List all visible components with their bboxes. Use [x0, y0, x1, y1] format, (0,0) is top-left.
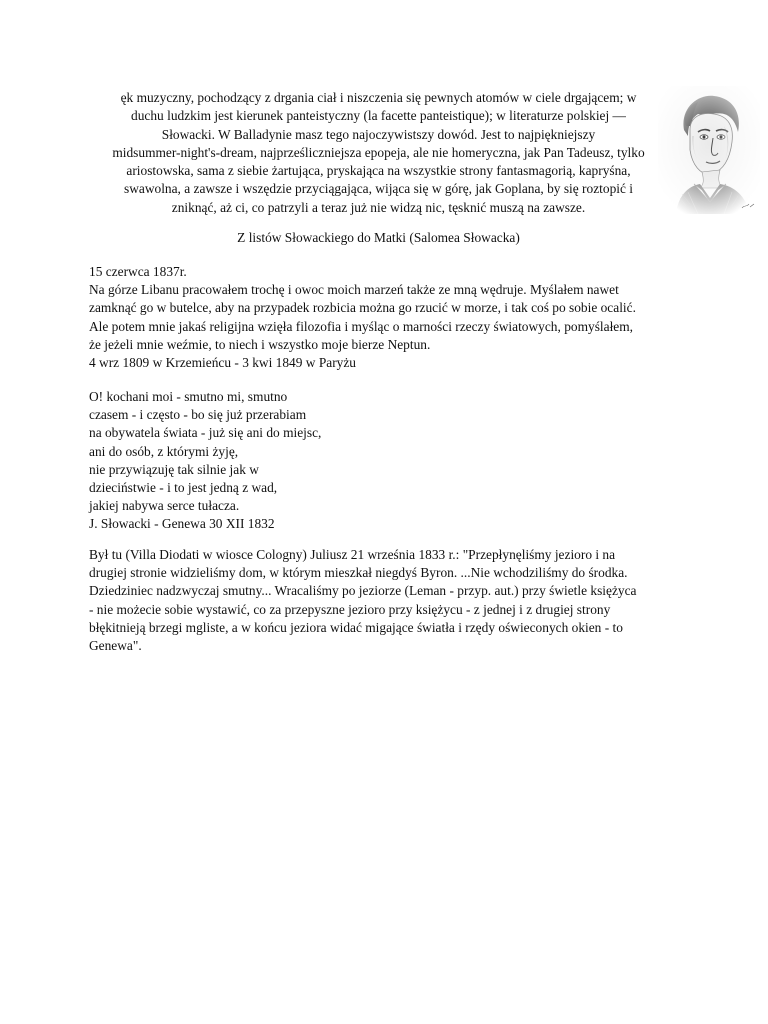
- letter-line: Na górze Libanu pracowałem trochę i owoc moich marzeń także ze mną wędruje. Myślałem nawet: [89, 282, 619, 298]
- poem-line: nie przywiązuję tak silnie jak w: [89, 461, 259, 477]
- portrait-image: [658, 86, 760, 214]
- life-dates: 4 wrz 1809 w Krzemieńcu - 3 kwi 1849 w Paryżu: [89, 355, 357, 371]
- intro-line: midsummer-night's-dream, najprześliczniejsza epopeja, ale nie homeryczna, jak Pan Tadeusz, tylko: [112, 144, 645, 160]
- diodati-line: - nie możecie sobie wystawić, co za przepyszne jezioro przy księżycu - z jednej i z drugiej strony: [89, 601, 611, 617]
- poem-line: na obywatela świata - już się ani do miejsc,: [89, 425, 322, 441]
- letter-date: 15 czerwca 1837r.: [89, 264, 187, 279]
- letter-line: Ale potem mnie jakaś religijna wzięła filozofia i myśląc o marności rzeczy światowych, pomyślałem,: [89, 318, 634, 334]
- poem-line: ani do osób, z którymi żyję,: [89, 443, 239, 459]
- diodati-line: błękitnieją brzegi mgliste, a w końcu jeziora widać migające światła i rzędy oświeconych okien - to: [89, 619, 623, 635]
- poem-signature: J. Słowacki - Genewa 30 XII 1832: [89, 516, 275, 532]
- intro-line: zniknąć, aż ci, co patrzyli a teraz już nie widzą nic, tęsknić muszą na zawsze.: [171, 199, 586, 215]
- intro-line: ęk muzyczny, pochodzący z drgania ciał i niszczenia się pewnych atomów w ciele drgającem; w: [120, 90, 637, 105]
- intro-line: Słowacki. W Balladynie masz tego najoczywistszy dowód. Jest to najpiękniejszy: [161, 126, 596, 142]
- villa-diodati-paragraph: [89, 546, 689, 655]
- intro-line: ariostowska, sama z siebie żartująca, pryskająca na wszystkie strony fantasmagorią, kapryśna,: [126, 163, 631, 179]
- diodati-line: Był tu (Villa Diodati w wiosce Cologny) Juliusz 21 września 1833 r.: "Przepłynęliśmy jezioro i na: [89, 547, 616, 562]
- intro-paragraph: [92, 89, 665, 217]
- poem-excerpt: [89, 388, 689, 534]
- intro-line: duchu ludzkim jest kierunek panteistyczny (la facette panteistique); w literaturze polskiej —: [131, 108, 626, 124]
- letter-excerpt: [89, 263, 689, 372]
- intro-line: swawolna, a zawsze i wszędzie przyciągająca, wijąca się w górę, jak Goplana, by się roztopić i: [124, 181, 633, 197]
- poem-line: jakiej nabywa serce tułacza.: [89, 498, 240, 514]
- poem-line: dzieciństwie - i to jest jedną z wad,: [89, 480, 278, 496]
- poem-line: czasem - i często - bo się już przerabiam: [89, 407, 307, 423]
- poem-line: O! kochani moi - smutno mi, smutno: [89, 389, 288, 404]
- letter-line: że jeżeli mnie weźmie, to niech i wszystko moje bierze Neptun.: [89, 336, 431, 352]
- diodati-line: drugiej stronie widzieliśmy dom, w którym mieszkał niegdyś Byron. ...Nie wchodziliśmy do środka.: [89, 565, 628, 581]
- letter-line: zamknąć go w butelce, aby na przypadek rozbicia można go rzucić w morze, i tak coś po sobie ocalić.: [89, 300, 636, 316]
- diodati-line: Genewa".: [89, 638, 142, 654]
- letters-source-heading: Z listów Słowackiego do Matki (Salomea Słowacka): [237, 230, 520, 245]
- diodati-line: Dziedziniec nadzwyczaj smutny... Wracaliśmy po jeziorze (Leman - przyp. aut.) przy świetle księżyca: [89, 583, 637, 599]
